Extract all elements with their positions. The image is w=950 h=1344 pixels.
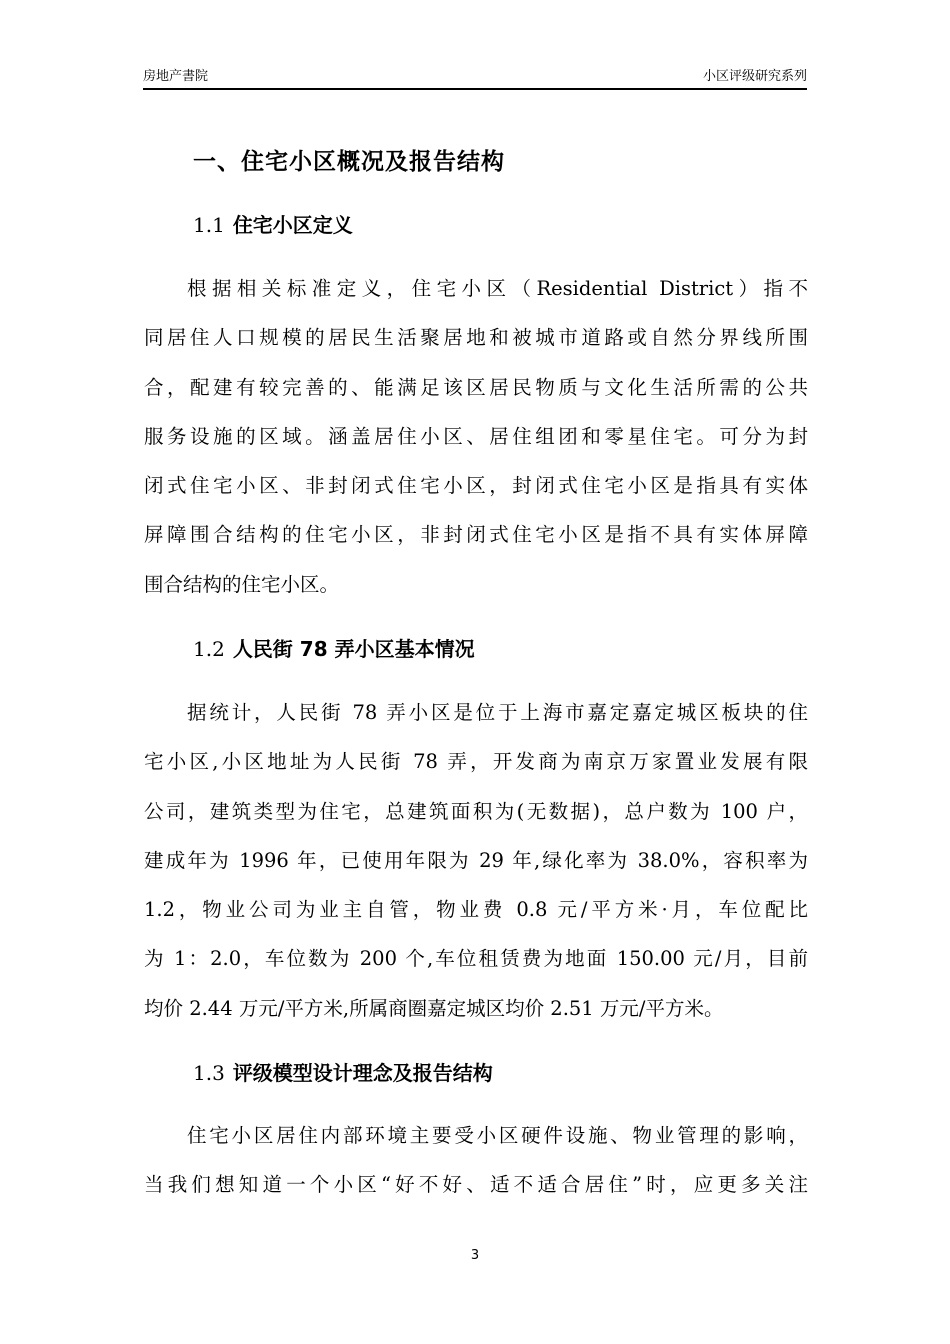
paragraph-line: 根据相关标准定义，住宅小区（Residential District）指不 <box>187 277 808 300</box>
section-number: 1.3 <box>193 1061 225 1085</box>
paragraph-line: 合，配建有较完善的、能满足该区居民物质与文化生活所需的公共 <box>144 375 808 399</box>
paragraph-line: 住宅小区居住内部环境主要受小区硬件设施、物业管理的影响， <box>187 1124 808 1147</box>
section-paragraph-1-1 <box>144 271 808 616</box>
page-number: 3 <box>470 1248 480 1263</box>
section-heading-1-1 <box>193 210 353 240</box>
header-series-title: 小区评级研究系列 <box>702 69 807 84</box>
section-title: 人民街 78 弄小区基本情况 <box>232 637 475 661</box>
section-number: 1.1 <box>193 213 225 237</box>
paragraph-line: 为 1：2.0，车位数为 200 个,车位租赁费为地面 150.00 元/月，目前 <box>144 947 808 971</box>
page-header <box>143 68 807 90</box>
paragraph-line: 据统计，人民街 78 弄小区是位于上海市嘉定嘉定城区板块的住 <box>187 701 808 724</box>
chapter-title: 一、住宅小区概况及报告结构 <box>193 149 505 175</box>
paragraph-line: 公司，建筑类型为住宅，总建筑面积为(无数据)，总户数为 100 户， <box>144 799 808 823</box>
section-title: 评级模型设计理念及报告结构 <box>232 1061 493 1085</box>
paragraph-line: 宅小区,小区地址为人民街 78 弄，开发商为南京万家置业发展有限 <box>144 750 808 774</box>
paragraph-line: 屏障围合结构的住宅小区，非封闭式住宅小区是指不具有实体屏障 <box>144 523 808 547</box>
paragraph-line: 同居住人口规模的居民生活聚居地和被城市道路或自然分界线所围 <box>144 326 808 350</box>
section-title: 住宅小区定义 <box>232 213 353 237</box>
paragraph-line: 服务设施的区域。涵盖居住小区、居住组团和零星住宅。可分为封 <box>144 424 808 448</box>
paragraph-line: 当我们想知道一个小区“好不好、适不适合居住”时，应更多关注 <box>144 1173 808 1197</box>
section-heading-1-3 <box>193 1058 493 1088</box>
paragraph-line: 均价 2.44 万元/平方米,所属商圈嘉定城区均价 2.51 万元/平方米。 <box>144 996 724 1020</box>
section-heading-1-2 <box>193 634 475 664</box>
paragraph-line: 闭式住宅小区、非封闭式住宅小区，封闭式住宅小区是指具有实体 <box>144 474 808 498</box>
paragraph-line: 围合结构的住宅小区。 <box>144 572 340 596</box>
section-paragraph-1-2 <box>144 695 808 1040</box>
paragraph-line: 1.2，物业公司为业主自管，物业费 0.8 元/平方米·月，车位配比 <box>144 898 808 922</box>
header-publisher: 房地产書院 <box>143 69 209 84</box>
paragraph-line: 建成年为 1996 年，已使用年限为 29 年,绿化率为 38.0%，容积率为 <box>144 848 808 872</box>
section-number: 1.2 <box>193 637 225 661</box>
section-paragraph-1-3 <box>144 1118 808 1217</box>
